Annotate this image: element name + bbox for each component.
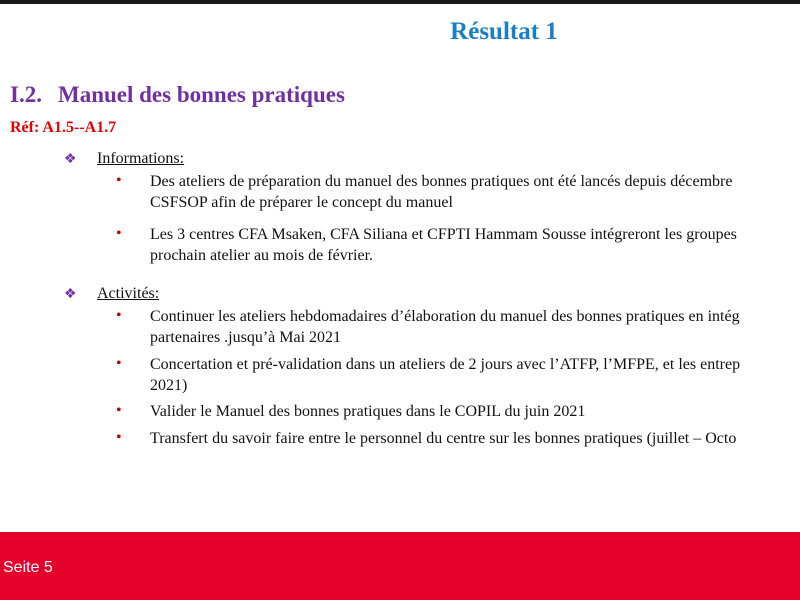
list-item xyxy=(116,354,800,396)
list-item xyxy=(116,171,800,213)
bullet-dot-icon: • xyxy=(116,172,122,189)
bullet-dot-icon: • xyxy=(116,355,122,372)
group-label: Informations: xyxy=(97,150,185,167)
slide-title: Résultat 1 xyxy=(450,18,558,45)
list-item-line: partenaires .jusqu’à Mai 2021 xyxy=(150,329,342,346)
bullet-dot-icon: • xyxy=(116,429,122,446)
list-item-line: Des ateliers de préparation du manuel des bonnes pratiques ont été lancés depuis décembre xyxy=(150,173,733,190)
list-item-line: Continuer les ateliers hebdomadaires d’élaboration du manuel des bonnes pratiques en intég xyxy=(150,308,740,325)
diamond-bullet-icon: ❖ xyxy=(64,287,77,302)
list-item-line: Valider le Manuel des bonnes pratiques dans le COPIL du juin 2021 xyxy=(150,403,586,420)
slide-content xyxy=(0,150,800,530)
list-item-line: Les 3 centres CFA Msaken, CFA Siliana et CFPTI Hammam Sousse intégreront les groupes xyxy=(150,226,737,243)
list-item xyxy=(116,306,800,348)
group-heading xyxy=(64,285,159,303)
section-heading xyxy=(10,82,345,108)
list-item-line: CSFSOP afin de préparer le concept du manuel xyxy=(150,194,453,211)
bullet-dot-icon: • xyxy=(116,307,122,324)
reference-code: Réf: A1.5--A1.7 xyxy=(10,119,117,136)
group-heading xyxy=(64,150,184,168)
list-item-line: Transfert du savoir faire entre le personnel du centre sur les bonnes pratiques (juillet – Octo xyxy=(150,430,737,447)
section-number: I.2. xyxy=(10,82,42,107)
list-item xyxy=(116,428,800,449)
list-item xyxy=(116,224,800,266)
list-item-line: Concertation et pré-validation dans un ateliers de 2 jours avec l’ATFP, l’MFPE, et les entrep xyxy=(150,356,741,373)
section-title: Manuel des bonnes pratiques xyxy=(58,82,345,107)
list-item-line: 2021) xyxy=(150,377,188,394)
list-item xyxy=(116,401,800,422)
group-label: Activités: xyxy=(97,285,160,302)
bullet-dot-icon: • xyxy=(116,402,122,419)
bullet-dot-icon: • xyxy=(116,225,122,242)
diamond-bullet-icon: ❖ xyxy=(64,152,77,167)
page-number: Seite 5 xyxy=(3,559,53,576)
top-border-line xyxy=(0,0,800,4)
footer-band xyxy=(0,532,800,600)
list-item-line: prochain atelier au mois de février. xyxy=(150,247,374,264)
